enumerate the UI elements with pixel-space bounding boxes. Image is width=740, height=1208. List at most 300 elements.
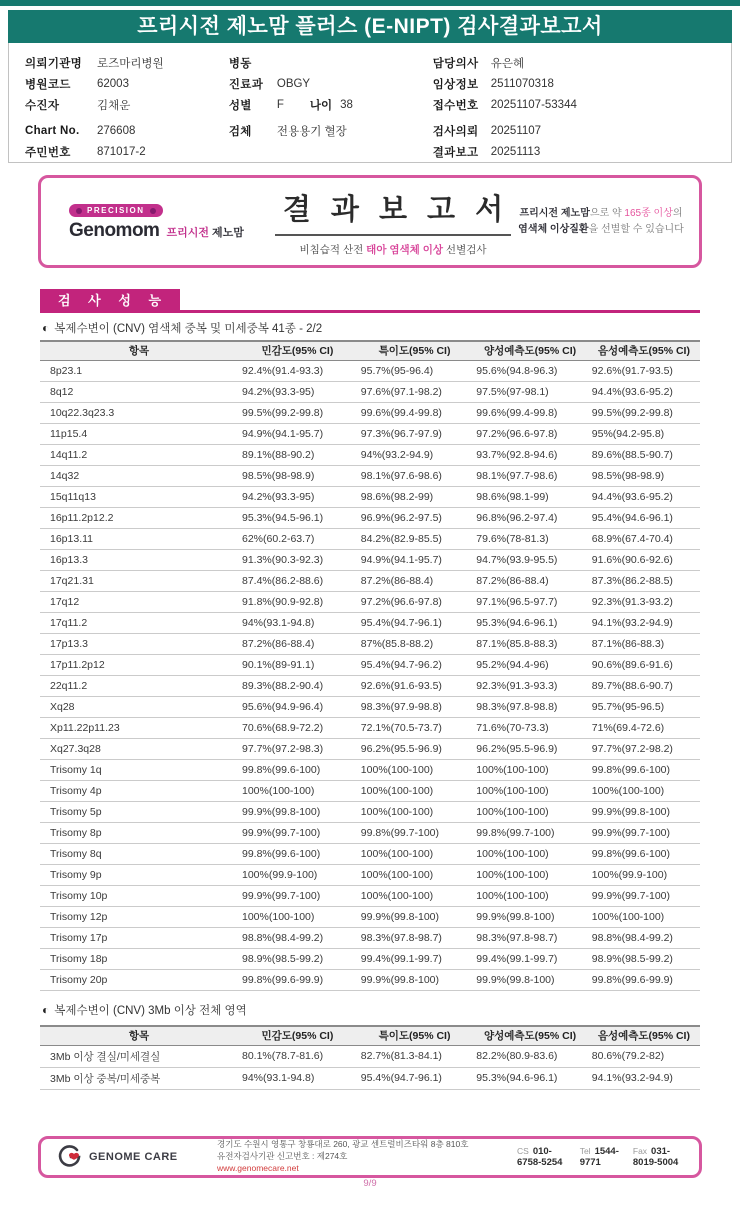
- table-cell: 99.4%(99.1-99.7): [357, 948, 473, 969]
- table-cell: Trisomy 12p: [40, 906, 238, 927]
- table-cell: 95.6%(94.9-96.4): [238, 696, 357, 717]
- table-cell: 100%(100-100): [588, 906, 700, 927]
- column-header: 특이도(95% CI): [357, 341, 473, 360]
- contact-item: [633, 1146, 683, 1168]
- table-cell: 94.1%(93.2-94.9): [588, 612, 700, 633]
- table-row: [40, 927, 700, 948]
- section-header: [40, 289, 700, 313]
- table-row: [40, 591, 700, 612]
- table-cell: 16p13.11: [40, 528, 238, 549]
- promo-bold-1: 프리시전 제노맘: [519, 208, 590, 219]
- info-value: 62003: [97, 77, 129, 90]
- table-header-row: [40, 1026, 700, 1045]
- table-row: [40, 528, 700, 549]
- table-cell: 100%(99.9-100): [238, 864, 357, 885]
- table-cell: 100%(100-100): [357, 864, 473, 885]
- promo-bold-2: 염색체 이상질환: [518, 223, 589, 235]
- table-cell: 97.6%(97.1-98.2): [357, 381, 473, 402]
- contact-label: Fax: [632, 1146, 648, 1156]
- table-cell: Trisomy 17p: [40, 927, 238, 948]
- info-value: 20251113: [490, 145, 541, 158]
- table-row: [40, 675, 700, 696]
- table-cell: 17q11.2: [40, 612, 238, 633]
- table-cell: 100%(100-100): [357, 780, 473, 801]
- table-cell: 98.9%(98.5-99.2): [238, 948, 357, 969]
- table-cell: 97.2%(96.6-97.8): [357, 591, 473, 612]
- table-cell: 95%(94.2-95.8): [588, 423, 700, 444]
- footer-address-line2: 유전자검사기관 신고번호 : 제274호: [217, 1151, 348, 1162]
- table-row: [40, 717, 700, 738]
- table-row: [40, 948, 700, 969]
- table-cell: 98.3%(97.8-98.7): [472, 927, 588, 948]
- table-cell: 96.9%(96.2-97.5): [357, 507, 473, 528]
- table-cell: 91.8%(90.9-92.8): [238, 591, 357, 612]
- table-cell: 17p13.3: [40, 633, 238, 654]
- info-row: [25, 73, 229, 94]
- top-accent-strip: [0, 0, 740, 6]
- table-cell: 98.8%(98.4-99.2): [238, 927, 357, 948]
- info-label: 결과보고: [432, 146, 479, 159]
- info-label: 병동: [228, 57, 252, 70]
- table-cell: 100%(100-100): [238, 906, 357, 927]
- table-cell: 95.4%(94.7-96.2): [357, 654, 473, 675]
- table-cell: 98.3%(97.8-98.8): [472, 696, 588, 717]
- table-cell: 99.8%(99.6-99.9): [588, 969, 700, 990]
- genome-care-logo: [57, 1144, 217, 1170]
- table-cell: 80.1%(78.7-81.6): [238, 1045, 357, 1067]
- genome-care-logo-text: GENOME CARE: [89, 1151, 178, 1163]
- table-cell: 94.9%(94.1-95.7): [357, 549, 473, 570]
- contact-item: [580, 1146, 619, 1168]
- table-row: [40, 780, 700, 801]
- table-cell: 8p23.1: [40, 360, 238, 381]
- table-row: [40, 633, 700, 654]
- info-label: 접수번호: [432, 99, 479, 112]
- footer-address-line1: 경기도 수원시 영통구 창룡대로 260, 광교 센트럴비즈타워 8층 810호: [217, 1139, 469, 1150]
- promo-end-2: 을 선별할 수 있습니다: [588, 223, 684, 235]
- table-cell: 95.3%(94.6-96.1): [472, 1067, 588, 1089]
- table-cell: 80.6%(79.2-82): [588, 1045, 700, 1067]
- footer-contacts: [517, 1146, 683, 1168]
- info-row: [229, 120, 433, 141]
- column-header: 항목: [40, 341, 238, 360]
- table-cell: 94%(93.2-94.9): [357, 444, 473, 465]
- table-cell: 100%(100-100): [357, 843, 473, 864]
- table-cell: 97.3%(96.7-97.9): [357, 423, 473, 444]
- info-label: Chart No.: [25, 124, 80, 137]
- table-row: [40, 843, 700, 864]
- report-title: 프리시전 제노맘 플러스 (E-NIPT) 검사결과보고서: [137, 15, 603, 38]
- info-label: 성별: [228, 99, 252, 112]
- table-cell: 14q32: [40, 465, 238, 486]
- table-cell: 98.6%(98.2-99): [357, 486, 473, 507]
- table-cell: 100%(100-100): [357, 801, 473, 822]
- table-cell: 94.4%(93.6-95.2): [588, 486, 700, 507]
- table-row: [40, 864, 700, 885]
- promo-end-1: 의: [672, 208, 683, 219]
- cnv-3mb-performance-table: [40, 1025, 700, 1090]
- table-cell: 62%(60.2-63.7): [238, 528, 357, 549]
- banner-title-block: [273, 187, 513, 257]
- table-cell: 95.4%(94.7-96.1): [357, 612, 473, 633]
- table-cell: 98.3%(97.9-98.8): [357, 696, 473, 717]
- table-row: [40, 654, 700, 675]
- column-header: 항목: [40, 1026, 238, 1045]
- column-header: 민감도(95% CI): [238, 1026, 357, 1045]
- info-value: 20251107-53344: [490, 98, 577, 111]
- table-cell: Trisomy 18p: [40, 948, 238, 969]
- table-cell: 71.6%(70-73.3): [472, 717, 588, 738]
- info-label: 나이: [309, 99, 333, 112]
- contact-value: 031-8019-5004: [632, 1146, 679, 1168]
- section-title: 검 사 성 능: [40, 289, 180, 313]
- table-cell: 95.4%(94.6-96.1): [588, 507, 700, 528]
- table-cell: 95.3%(94.5-96.1): [238, 507, 357, 528]
- table-cell: 99.6%(99.4-99.8): [472, 402, 588, 423]
- table-cell: 99.6%(99.4-99.8): [357, 402, 473, 423]
- table-row: [40, 444, 700, 465]
- table1-caption: [42, 320, 682, 336]
- promo-mid-1: 으로 약: [589, 208, 625, 219]
- column-header: 민감도(95% CI): [238, 341, 357, 360]
- table-row: [40, 759, 700, 780]
- brand-name-kr-accent: 프리시전: [166, 227, 209, 240]
- table-cell: 99.9%(99.7-100): [588, 885, 700, 906]
- table-cell: 100%(100-100): [472, 885, 588, 906]
- table-cell: 94.7%(93.9-95.5): [472, 549, 588, 570]
- table-cell: Trisomy 10p: [40, 885, 238, 906]
- table-cell: 99.9%(99.7-100): [588, 822, 700, 843]
- table-row: [40, 549, 700, 570]
- info-value: 38: [340, 98, 353, 111]
- half-circle-icon: ◐: [42, 1003, 50, 1017]
- table-row: [40, 570, 700, 591]
- banner-subtitle-suffix: 선별검사: [443, 243, 487, 256]
- footer-website-link[interactable]: www.genomecare.net: [217, 1162, 299, 1173]
- table-cell: 100%(100-100): [357, 759, 473, 780]
- table-cell: 95.2%(94.4-96): [472, 654, 588, 675]
- table-row: [40, 465, 700, 486]
- contact-value: 1544-9771: [579, 1146, 619, 1168]
- info-value: 전용용기 혈장: [276, 125, 347, 138]
- table-cell: 10q22.3q23.3: [40, 402, 238, 423]
- table-cell: 89.3%(88.2-90.4): [238, 675, 357, 696]
- table2-caption-text: 복제수변이 (CNV) 3Mb 이상 전체 영역: [54, 1005, 247, 1017]
- patient-info-column-2: [229, 52, 433, 162]
- result-report-banner: [38, 175, 702, 268]
- table-cell: 87.2%(86-88.4): [357, 570, 473, 591]
- promo-accent: 165종 이상: [624, 208, 673, 219]
- table-cell: 94.1%(93.2-94.9): [588, 1067, 700, 1089]
- table-cell: 99.9%(99.8-100): [588, 801, 700, 822]
- table-cell: 84.2%(82.9-85.5): [357, 528, 473, 549]
- contact-label: Tel: [579, 1146, 591, 1156]
- info-value: 김채운: [97, 99, 131, 112]
- table-cell: 92.3%(91.3-93.2): [588, 591, 700, 612]
- table-cell: 99.8%(99.6-100): [238, 843, 357, 864]
- info-row: [229, 52, 433, 73]
- table-cell: 99.9%(99.8-100): [472, 906, 588, 927]
- table-cell: 99.5%(99.2-99.8): [588, 402, 700, 423]
- table-cell: 82.2%(80.9-83.6): [472, 1045, 588, 1067]
- table-cell: 16p13.3: [40, 549, 238, 570]
- table-cell: Trisomy 4p: [40, 780, 238, 801]
- table-row: [40, 612, 700, 633]
- table-header-row: [40, 341, 700, 360]
- table-row: [40, 969, 700, 990]
- table-cell: 98.1%(97.6-98.6): [357, 465, 473, 486]
- info-row: [25, 94, 229, 115]
- info-value: OBGY: [276, 77, 311, 90]
- table-cell: 68.9%(67.4-70.4): [588, 528, 700, 549]
- table-cell: 96.8%(96.2-97.4): [472, 507, 588, 528]
- table-cell: 95.7%(95-96.4): [357, 360, 473, 381]
- table-cell: 92.3%(91.3-93.3): [472, 675, 588, 696]
- info-label: 병원코드: [25, 78, 71, 91]
- banner-subtitle-accent: 태아 염색체 이상: [366, 243, 444, 256]
- patient-info-column-3: [433, 52, 717, 162]
- table-cell: 99.9%(99.7-100): [238, 822, 357, 843]
- table-cell: 98.1%(97.7-98.6): [472, 465, 588, 486]
- table-cell: Xq28: [40, 696, 238, 717]
- table-cell: 100%(100-100): [238, 780, 357, 801]
- table-cell: 97.7%(97.2-98.2): [588, 738, 700, 759]
- info-label: 수진자: [25, 99, 60, 112]
- info-value: 20251107: [490, 124, 542, 137]
- table-cell: 3Mb 이상 중복/미세중복: [40, 1067, 238, 1089]
- table-cell: 95.3%(94.6-96.1): [472, 612, 588, 633]
- table-cell: 17p11.2p12: [40, 654, 238, 675]
- precision-badge: [69, 204, 163, 217]
- contact-label: CS: [517, 1146, 529, 1156]
- info-label: 담당의사: [432, 57, 479, 70]
- info-row: [433, 52, 717, 73]
- banner-subtitle: [273, 242, 513, 257]
- info-value: F: [276, 98, 284, 111]
- table-row: [40, 801, 700, 822]
- table-cell: 92.4%(91.4-93.3): [238, 360, 357, 381]
- table-cell: 99.8%(99.7-100): [472, 822, 588, 843]
- genomom-logo: [41, 201, 273, 243]
- table-cell: Trisomy 8q: [40, 843, 238, 864]
- brand-name-kr: 제노맘: [211, 227, 244, 240]
- column-header: 음성예측도(95% CI): [588, 341, 700, 360]
- info-row: [433, 94, 717, 115]
- precision-badge-label: PRECISION: [87, 206, 145, 216]
- table-row: [40, 486, 700, 507]
- table-cell: 91.3%(90.3-92.3): [238, 549, 357, 570]
- table-cell: 17q21.31: [40, 570, 238, 591]
- table-row: [40, 381, 700, 402]
- table-cell: Xq27.3q28: [40, 738, 238, 759]
- table-cell: 99.8%(99.6-100): [588, 759, 700, 780]
- table-cell: 97.2%(96.6-97.8): [472, 423, 588, 444]
- table-row: [40, 1067, 700, 1089]
- table-cell: 87%(85.8-88.2): [357, 633, 473, 654]
- table-cell: 87.1%(85.8-88.3): [472, 633, 588, 654]
- table-cell: 94.2%(93.3-95): [238, 486, 357, 507]
- table-cell: 8q12: [40, 381, 238, 402]
- table-cell: 96.2%(95.5-96.9): [472, 738, 588, 759]
- page-number: 9/9: [363, 1178, 377, 1189]
- report-title-bar: [8, 10, 732, 43]
- banner-subtitle-prefix: 비침습적 산전: [299, 243, 367, 256]
- table-cell: 92.6%(91.7-93.5): [588, 360, 700, 381]
- column-header: 양성예측도(95% CI): [472, 341, 588, 360]
- table2-caption: [42, 1002, 682, 1018]
- table-cell: 100%(100-100): [472, 759, 588, 780]
- badge-dot-right-icon: [150, 208, 156, 214]
- table-cell: 98.5%(98-98.9): [238, 465, 357, 486]
- table-cell: Trisomy 1q: [40, 759, 238, 780]
- table-cell: 87.1%(86-88.3): [588, 633, 700, 654]
- table-cell: 95.6%(94.8-96.3): [472, 360, 588, 381]
- info-label: 검체: [228, 125, 252, 138]
- brand-name-en: Genomom: [69, 220, 160, 242]
- table-cell: 93.7%(92.8-94.6): [472, 444, 588, 465]
- table-cell: 11p15.4: [40, 423, 238, 444]
- column-header: 특이도(95% CI): [357, 1026, 473, 1045]
- footer: [38, 1136, 702, 1178]
- info-row: [25, 52, 229, 73]
- contact-item: [517, 1146, 566, 1168]
- table-cell: 97.1%(96.5-97.7): [472, 591, 588, 612]
- info-value: 2511070318: [490, 77, 554, 90]
- cnv-performance-table: [40, 340, 700, 991]
- table-cell: 3Mb 이상 결실/미세결실: [40, 1045, 238, 1067]
- table-cell: 100%(100-100): [472, 864, 588, 885]
- table-cell: 100%(100-100): [472, 780, 588, 801]
- table-cell: 100%(100-100): [357, 885, 473, 906]
- table-cell: 95.4%(94.7-96.1): [357, 1067, 473, 1089]
- table-row: [40, 906, 700, 927]
- table-cell: 16p11.2p12.2: [40, 507, 238, 528]
- table-row: [40, 402, 700, 423]
- info-value: 로즈마리병원: [97, 57, 164, 70]
- half-circle-icon: ◐: [42, 321, 50, 335]
- info-row: [433, 120, 717, 141]
- table-cell: 82.7%(81.3-84.1): [357, 1045, 473, 1067]
- info-value: 276608: [97, 124, 136, 137]
- info-row: [229, 73, 433, 94]
- table-cell: 89.1%(88-90.2): [238, 444, 357, 465]
- table-cell: 71%(69.4-72.6): [588, 717, 700, 738]
- table-cell: 99.8%(99.6-100): [238, 759, 357, 780]
- info-row: [433, 73, 717, 94]
- table-cell: 98.6%(98.1-99): [472, 486, 588, 507]
- table-cell: 95.7%(95-96.5): [588, 696, 700, 717]
- table-row: [40, 360, 700, 381]
- table-cell: Trisomy 9p: [40, 864, 238, 885]
- table-cell: 70.6%(68.9-72.2): [238, 717, 357, 738]
- table-cell: 94.2%(93.3-95): [238, 381, 357, 402]
- table-cell: 92.6%(91.6-93.5): [357, 675, 473, 696]
- table-cell: 79.6%(78-81.3): [472, 528, 588, 549]
- table-cell: 99.9%(99.8-100): [238, 801, 357, 822]
- table-cell: 99.9%(99.8-100): [472, 969, 588, 990]
- table-cell: 99.9%(99.8-100): [357, 906, 473, 927]
- table-cell: 99.9%(99.8-100): [357, 969, 473, 990]
- table-cell: Trisomy 20p: [40, 969, 238, 990]
- table-cell: 100%(100-100): [472, 843, 588, 864]
- info-label: 의뢰기관명: [25, 57, 83, 70]
- table-row: [40, 507, 700, 528]
- table-cell: 99.4%(99.1-99.7): [472, 948, 588, 969]
- table-cell: 14q11.2: [40, 444, 238, 465]
- table-cell: 87.2%(86-88.4): [238, 633, 357, 654]
- info-label: 진료과: [228, 78, 264, 91]
- table-cell: 100%(100-100): [472, 801, 588, 822]
- table-cell: 97.5%(97-98.1): [472, 381, 588, 402]
- table-cell: 97.7%(97.2-98.3): [238, 738, 357, 759]
- table-cell: 98.9%(98.5-99.2): [588, 948, 700, 969]
- table-row: [40, 423, 700, 444]
- table-row: [40, 696, 700, 717]
- table-cell: Xp11.22p11.23: [40, 717, 238, 738]
- info-value: 871017-2: [97, 145, 146, 158]
- contact-value: 010-6758-5254: [517, 1146, 563, 1168]
- table-cell: 100%(99.9-100): [588, 864, 700, 885]
- table-cell: 89.7%(88.6-90.7): [588, 675, 700, 696]
- info-row: [25, 141, 229, 162]
- table-cell: 15q11q13: [40, 486, 238, 507]
- info-label: 주민번호: [25, 146, 71, 159]
- table-cell: 91.6%(90.6-92.6): [588, 549, 700, 570]
- genome-care-logo-icon: [57, 1144, 83, 1170]
- table-cell: 94.9%(94.1-95.7): [238, 423, 357, 444]
- badge-dot-left-icon: [76, 208, 82, 214]
- table-cell: 98.3%(97.8-98.7): [357, 927, 473, 948]
- table-cell: Trisomy 8p: [40, 822, 238, 843]
- footer-address: [217, 1139, 517, 1175]
- table-cell: 100%(100-100): [588, 780, 700, 801]
- table-cell: 22q11.2: [40, 675, 238, 696]
- table-cell: 99.8%(99.6-100): [588, 843, 700, 864]
- info-row: [25, 120, 229, 141]
- table-cell: 90.1%(89-91.1): [238, 654, 357, 675]
- table-cell: 87.4%(86.2-88.6): [238, 570, 357, 591]
- table-cell: 87.3%(86.2-88.5): [588, 570, 700, 591]
- info-label: 검사의뢰: [432, 125, 479, 138]
- banner-promo-text: [513, 206, 699, 237]
- table-cell: 94%(93.1-94.8): [238, 612, 357, 633]
- patient-info-panel: [8, 43, 732, 163]
- table-row: [40, 885, 700, 906]
- table-cell: 98.8%(98.4-99.2): [588, 927, 700, 948]
- table-cell: 90.6%(89.6-91.6): [588, 654, 700, 675]
- table-cell: 99.9%(99.7-100): [238, 885, 357, 906]
- table-cell: 96.2%(95.5-96.9): [357, 738, 473, 759]
- column-header: 양성예측도(95% CI): [472, 1026, 588, 1045]
- table-cell: 87.2%(86-88.4): [472, 570, 588, 591]
- info-row: [433, 141, 717, 162]
- table1-caption-text: 복제수변이 (CNV) 염색체 중복 및 미세중복 41종 - 2/2: [54, 323, 323, 335]
- table-cell: 99.5%(99.2-99.8): [238, 402, 357, 423]
- table-cell: 94.4%(93.6-95.2): [588, 381, 700, 402]
- table-row: [40, 738, 700, 759]
- table-cell: 99.8%(99.7-100): [357, 822, 473, 843]
- patient-info-column-1: [25, 52, 229, 162]
- info-row: [229, 94, 433, 115]
- table-cell: 89.6%(88.5-90.7): [588, 444, 700, 465]
- table-cell: 98.5%(98-98.9): [588, 465, 700, 486]
- table-cell: 17q12: [40, 591, 238, 612]
- column-header: 음성예측도(95% CI): [588, 1026, 700, 1045]
- table-cell: 99.8%(99.6-99.9): [238, 969, 357, 990]
- table-cell: 94%(93.1-94.8): [238, 1067, 357, 1089]
- table-cell: Trisomy 5p: [40, 801, 238, 822]
- table-row: [40, 1045, 700, 1067]
